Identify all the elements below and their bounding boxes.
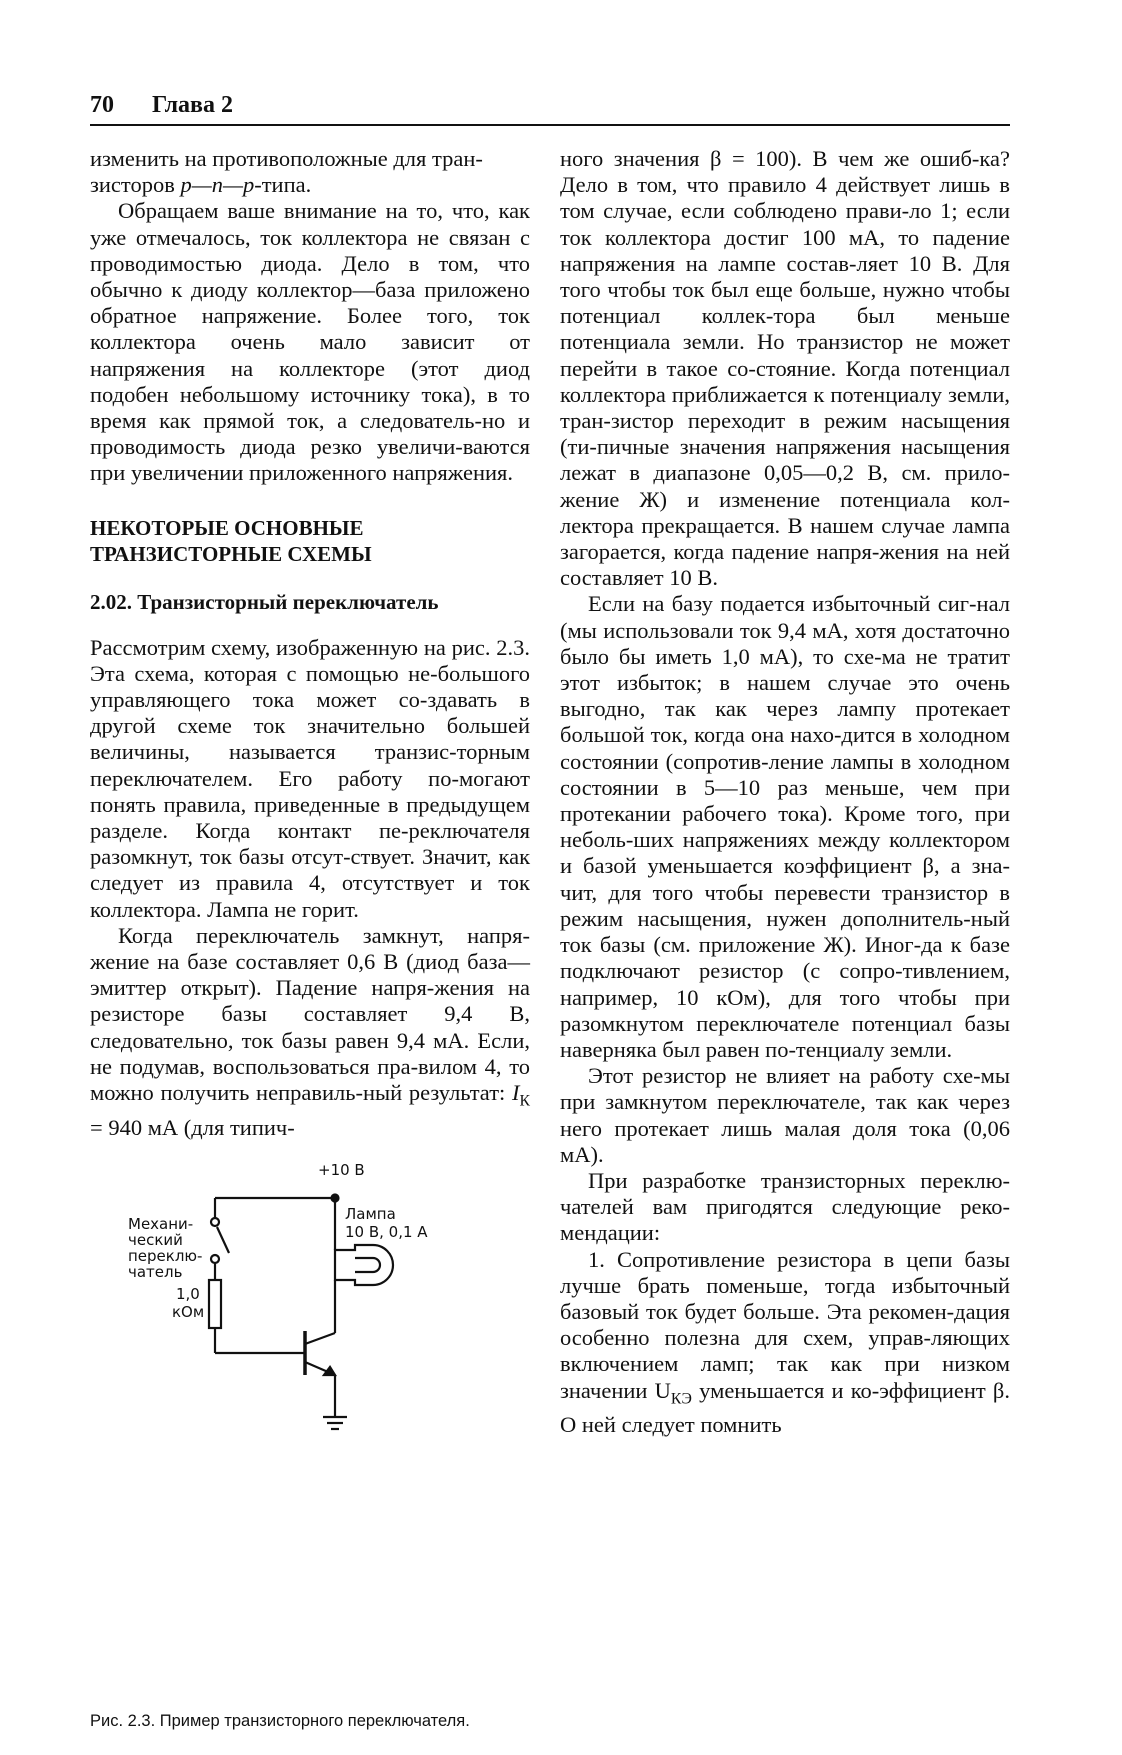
paragraph: 1. Сопротивление резистора в цепи базы лучше брать поменьше, тогда избыточный базовый ток будет больше. Эта рекомен-дация особенно полезна для схем, управ-ляющих включением ламп; так как при низком значении $U_{КЭ}$ уменьшается и ко-эффициент β. О ней следует помнить	[560, 1246, 1010, 1438]
switch-label: переклю-	[128, 1247, 203, 1265]
paragraph: Этот резистор не влияет на работу схе-мы при замкнутом переключателе, так как через него протекает лишь малая доля тока (0,06 мА).	[560, 1063, 1010, 1167]
paragraph: При разработке транзисторных переклю-чателей вам пригодятся следующие реко-мендации:	[560, 1167, 1010, 1246]
section-heading: НЕКОТОРЫЕ ОСНОВНЫЕ ТРАНЗИСТОРНЫЕ СХЕМЫ	[90, 515, 372, 566]
figure-caption: Рис. 2.3. Пример транзисторного переключателя.	[90, 1712, 470, 1730]
switch-label: ческий	[128, 1231, 183, 1249]
header-rule	[90, 124, 1010, 126]
switch-label: чатель	[128, 1263, 183, 1281]
transistor-collector	[305, 1333, 335, 1344]
switch-label: Механи-	[128, 1215, 194, 1233]
running-header	[90, 92, 1010, 124]
resistor-symbol	[209, 1280, 221, 1328]
circuit-diagram	[90, 1155, 535, 1715]
switch-contact-bottom	[211, 1255, 219, 1263]
left-column	[90, 146, 530, 1141]
lamp-icon	[335, 1245, 393, 1285]
right-column	[560, 146, 1010, 1438]
paragraph: Если на базу подается избыточный сиг-нал (мы использовали ток 9,4 мА, хотя достаточно было бы иметь 1,0 мА), то схе-ма не тратит этот избыток; в нашем случае это очень выгодно, так как через лампу протекает большой ток, когда она нахо-дится в холодном состоянии (сопротив-ление лампы в холодном состоянии в 5—10 раз меньше, чем при протекании рабочего тока). Кроме того, при неболь-ших напряжениях между коллектором и базой уменьшается коэффициент β, а зна-чит, для того чтобы перевести транзистор в режим насыщения, нужен дополнитель-ный ток базы (см. приложение Ж). Иног-да к базе подключают резистор (с сопро-тивлением, например, 10 кОм), для того чтобы при разомкнутом переключателе потенциал базы наверняка был равен по-тенциалу земли.	[560, 591, 1010, 1062]
supply-label: +10 В	[318, 1161, 365, 1179]
paragraph-continuation: изменить на противоположные для тран- зисторов p—n—p-типа.	[90, 146, 483, 198]
paragraph-continuation: ного значения β = 100). В чем же ошиб-ка? Дело в том, что правило 4 действует лишь в том случае, если соблюдено прави-ло 1; если ток коллектора достиг 100 мА, то падение напряжения на лампе состав-ляет 10 В. Для того чтобы ток был еще больше, нужно чтобы потенциал коллек-тора был меньше потенциала земли. Но транзистор не может перейти в такое со-стояние. Когда потенциал коллектора приближается к потенциалу земли, тран-зистор переходит в режим насыщения (ти-пичные значения напряжения насыщения лежат в диапазоне 0,05—0,2 В, см. прило-жение Ж) и изменение потенциала кол-лектора прекращается. В нашем случае лампа загорается, когда падение напря-жения на ней составляет 10 В.	[560, 146, 1010, 591]
lamp-label: Лампа	[345, 1205, 396, 1223]
lamp-filament	[355, 1258, 380, 1272]
page-number: 70	[90, 92, 114, 118]
resistor-label: кОм	[172, 1303, 205, 1321]
resistor-label: 1,0	[176, 1285, 200, 1303]
chapter-title: Глава 2	[152, 92, 233, 118]
lamp-label: 10 В, 0,1 А	[345, 1223, 428, 1241]
paragraph: Когда переключатель замкнут, напря-жение на базе составляет 0,6 В (диод база—эмиттер открыт). Падение напря-жения на резисторе базы составляет 9,4 В, следовательно, ток базы равен 9,4 мА. Если, не подумав, воспользоваться пра-вилом 4, то можно получить неправиль-ный результат: $I_К = 940$ мА (для типич-	[90, 922, 530, 1140]
switch-contact-top	[211, 1218, 219, 1226]
subsection-heading: 2.02. Транзисторный переключатель	[90, 589, 439, 614]
switch-blade	[217, 1227, 229, 1253]
paragraph: Обращаем ваше внимание на то, что, как уже отмечалось, ток коллектора не связан с проводимостью диода. Дело в том, что обычно к диоду коллектор—база приложено обратное напряжение. Более того, ток коллектора очень мало зависит от напряжения на коллекторе (этот диод подобен небольшому источнику тока), в то время как прямой ток, а следователь-но и проводимость диода резко увеличи-ваются при увеличении приложенного напряжения.	[90, 198, 530, 486]
paragraph: Рассмотрим схему, изображенную на рис. 2.3. Эта схема, которая с помощью не-большого управляющего тока может со-здавать в другой схеме ток значительно большей величины, называется транзис-торным переключателем. Его работу по-могают понять правила, приведенные в предыдущем разделе. Когда контакт пе-реключателя разомкнут, ток базы отсут-ствует. Значит, как следует из правила 4, отсутствует и ток коллектора. Лампа не горит.	[90, 634, 530, 922]
figure-transistor-switch	[90, 1155, 535, 1755]
emitter-arrow-icon	[324, 1367, 335, 1375]
